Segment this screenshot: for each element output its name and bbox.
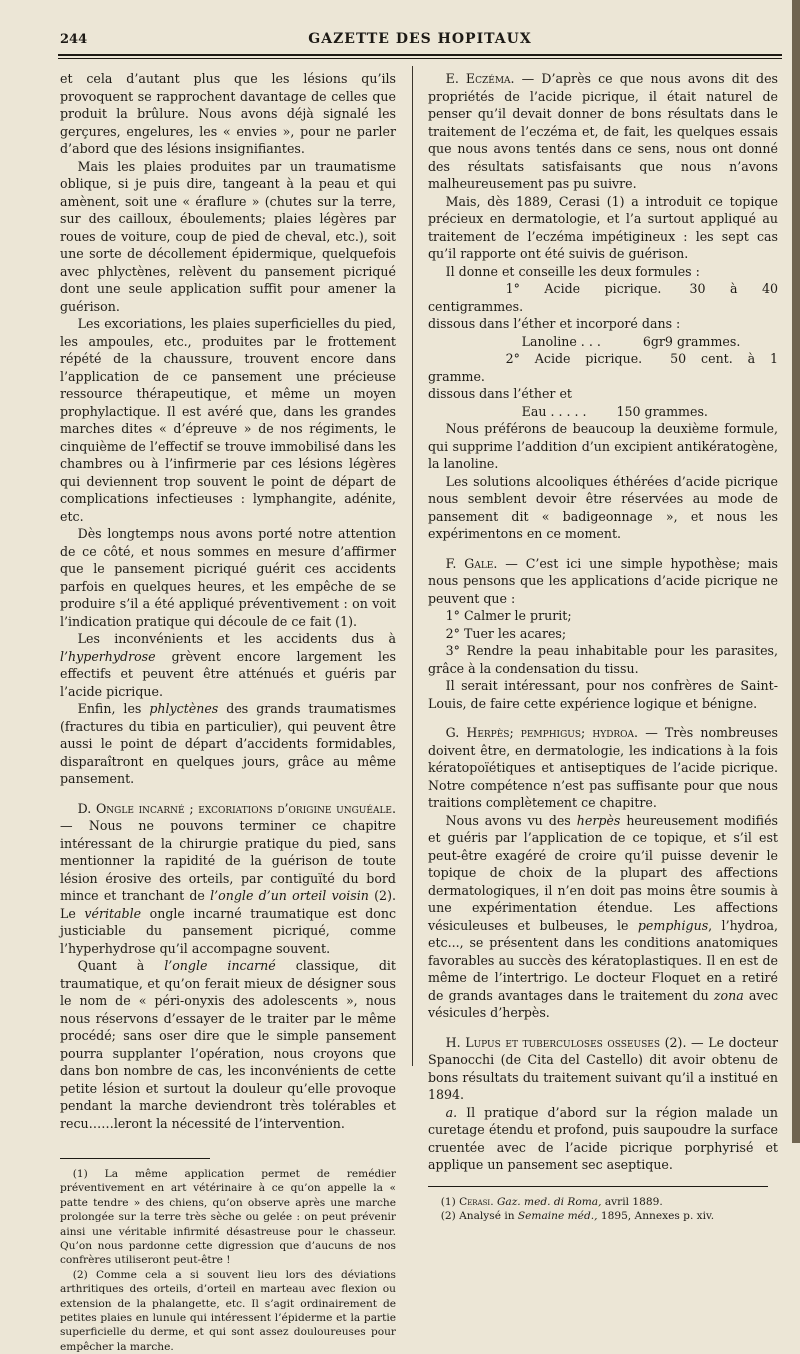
footnote-rule — [60, 1158, 210, 1159]
footnote-rule — [428, 1186, 768, 1187]
paragraph: Les excoriations, les plaies superficielles du pied, les ampoules, etc., produites par le frottement répété de la chaussure, trouvent encore dans l’application de ce pansement une précieuse ressource thérapeutique, et même un moyen prophylactique. Il est avéré que, dans les grandes marches dites « d’épreuve » de nos régiments, le cinquième de l’effectif se trouve immobilisé dans les chambres ou à l’infirmerie par ces lésions légères qui deviennent trop souvent le point de départ de complications infectieuses : lymphangite, adénite, etc. — [60, 316, 396, 524]
section-heading: E. Eczéma. — [445, 71, 515, 86]
paragraph: Les inconvénients et les accidents dus à l’hyperhydrose grèvent encore largement les effectifs et peuvent être atténués et guéris par l’acide picrique. — [60, 631, 396, 699]
page-number: 244 — [60, 32, 88, 47]
header-rule-thick — [58, 54, 782, 56]
formula-line: 2° Acide picrique. 50 cent. à 1 gramme. — [428, 351, 778, 384]
list-item: 2° Tuer les acares; — [445, 625, 567, 641]
paragraph: Quant à l’ongle incarné classique, dit traumatique, et qu’on ferait mieux de désigner sous le nom de « péri-onyxis des adolescents », nous nous réservons d’essayer de le traiter par le même procédé; sans oser dire que le simple pansement pourra supplanter l’opération, nous croyons que dans bon nombre de cas, les inconvénients de cette petite lésion et surtout la douleur qu’elle provoque pendant la marche deviendront très tolérables et recu……leront la nécessité de l’intervention. — [60, 958, 396, 1131]
list-item: 1° Calmer le prurit; — [445, 608, 572, 623]
formula-line: Lanoline . . . 6gr9 grammes. — [521, 333, 741, 349]
paragraph: Nous préférons de beaucoup la deuxième formule, qui supprime l’addition d’un excipient antikératogène, la lanoline. — [428, 421, 778, 471]
footnotes — [60, 1167, 396, 1354]
section-heading: G. Herpès; pemphigus; hydroa. — [445, 725, 639, 740]
column-divider — [412, 66, 413, 1066]
paragraph: Mais, dès 1889, Cerasi (1) a introduit ce topique précieux en dermatologie, et l’a surtout appliqué au traitement de l’eczéma impétigineux : les sept cas qu’il rapporte ont été suivis de guérison. — [428, 193, 778, 261]
footnote: (1) Cerasi. Gaz. med. di Roma, avril 1889. — [440, 1195, 663, 1208]
section-g: G. Herpès; pemphigus; hydroa. — Très nombreuses doivent être, en dermatologie, les indications à la fois kératopoïétiques et antiseptiques de l’acide picrique. Notre compétence n’est pas suffisante pour que nous traitions complètement ce chapitre. — [428, 725, 778, 810]
section-heading: H. Lupus et tuberculoses osseuses — [445, 1034, 661, 1050]
paragraph: Nous avons vu des herpès heureusement modifiés et guéris par l’application de ce topique, et s’il est peut-être exagéré de croire qu’il puisse devenir le topique de choix de la plupart des affections dermatologiques, il n’en doit pas moins être soumis à une expérimentation étendue. Les affections vésiculeuses et bulbeuses, le pemphigus, l’hydroa, etc..., se présentent dans les conditions anatomiques favorables au succès des kératoplastiques. Il en est de même de l’intertrigo. Le docteur Floquet en a retiré de grands avantages dans le traitement du zona avec vésicules d’herpès. — [428, 812, 779, 1020]
paragraph: Dès longtemps nous avons porté notre attention de ce côté, et nous sommes en mesure d’affirmer que le pansement picriqué guérit ces accidents parfois en quelques heures, et les empêche de se produire s’il a été appliqué préventivement : on voit l’indication pratique qui découle de ce fait (1). — [60, 526, 396, 629]
section-e: E. Eczéma. — D’après ce que nous avons dit des propriétés de l’acide picrique, il était naturel de penser qu’il devait donner de bons résultats dans le traitement de l’eczéma et, de fait, les quelques essais que nous avons tentés dans ce sens, nous ont donné des résultats satisfaisants que nous n’avons malheureusement pas pu suivre. — [428, 71, 778, 191]
footnote: (2) Analysé in Semaine méd., 1895, Annexes p. xiv. — [440, 1209, 715, 1222]
section-heading: F. Gale. — [445, 555, 498, 571]
paragraph: a. Il pratique d’abord sur la région malade un curetage étendu et profond, puis saupoudre la surface cruentée avec de l’acide picrique porphyrisé et applique un pansement sec aseptique. — [428, 1104, 778, 1172]
formula-note: dissous dans l’éther et incorporé dans : — [428, 316, 681, 331]
section-heading: D. Ongle incarné ; excoriations d’origine unguéale. — [77, 800, 396, 816]
list-item: 3° Rendre la peau inhabitable pour les parasites, grâce à la condensation du tissu. — [428, 643, 778, 676]
section-f: F. Gale. — C’est ici une simple hypothèse; mais nous pensons que les applications d’acide picrique ne peuvent que : — [428, 555, 778, 606]
header-rule-thin — [58, 58, 782, 59]
right-column — [428, 70, 778, 1223]
running-title: GAZETTE DES HOPITAUX — [308, 31, 532, 47]
footnotes — [428, 1195, 778, 1224]
paragraph: Il donne et conseille les deux formules : — [445, 263, 700, 279]
footnote: (1) La même application permet de remédier préventivement en art vétérinaire à ce qu’on appelle la « patte tendre » des chiens, qu’on observe après une marche prolongée sur la terre très sèche ou gelée : on peut prévenir ainsi une véritable infirmité désastreuse pour le chasseur. Qu’on nous pardonne cette digression que d’aucuns de nos confrères utiliseront peut-être ! — [60, 1168, 396, 1267]
paragraph: Mais les plaies produites par un traumatisme oblique, si je puis dire, tangeant à la peau et qui amènent, soit une « éraflure » (chutes sur la terre, sur des cailloux, éboulements; plaies légères par roues de voiture, coup de pied de cheval, etc.), soit une sorte de décollement épidermique, quelquefois avec phlyctènes, relèvent du pansement picriqué dont une seule application suffit pour amener la guérison. — [60, 158, 396, 314]
section-h: H. Lupus et tuberculoses osseuses (2). — Le docteur Spanocchi (de Cita del Castello) dit avoir obtenu de bons résultats du traitement suivant qu’il a institué en 1894. — [428, 1034, 778, 1102]
page-edge-shadow — [792, 0, 800, 1143]
section-d: D. Ongle incarné ; excoriations d’origine unguéale. — Nous ne pouvons terminer ce chapitre intéressant de la chirurgie pratique du pied, sans mentionner la rapidité de la guérison de toute lésion érosive des orteils, par contiguïté du bord mince et tranchant de l’ongle d’un orteil voisin (2). Le véritable ongle incarné traumatique est donc justiciable du pansement picriqué, comme l’hyperhydrose qu’il accompagne souvent. — [60, 800, 397, 956]
paragraph: Il serait intéressant, pour nos confrères de Saint-Louis, de faire cette expérience logique et bénigne. — [428, 678, 778, 711]
formula-line: 1° Acide picrique. 30 à 40 centigrammes. — [428, 281, 778, 314]
footnote: (2) Comme cela a si souvent lieu lors des déviations arthritiques des orteils, d’orteil en marteau avec flexion ou extension de la phalangette, etc. Il s’agit ordinairement de petites plaies en lunule qui intéressent l’épiderme et la partie superficielle du derme, et qui sont assez douloureuses pour empêcher la marche. — [60, 1268, 396, 1353]
paragraph: Les solutions alcooliques éthérées d’acide picrique nous semblent devoir être réservées au mode de pansement dit « badigeonnage », et nous les expérimentons en ce moment. — [428, 473, 778, 541]
formula-note: dissous dans l’éther et — [428, 386, 572, 401]
paragraph: Enfin, les phlyctènes des grands traumatismes (fractures du tibia en particulier), qui peuvent être aussi le point de départ d’accidents formidables, disparaîtront en quelques jours, grâce au même pansement. — [60, 701, 396, 786]
formula-line: Eau . . . . . 150 grammes. — [521, 403, 708, 419]
page-header — [60, 30, 780, 52]
left-column — [60, 70, 396, 1354]
paragraph: et cela d’autant plus que les lésions qu’ils provoquent se rapprochent davantage de celles que produit la brûlure. Nous avons déjà signalé les gerçures, engelures, les « envies », pour ne parler d’abord que des lésions insignifiantes. — [60, 71, 396, 156]
